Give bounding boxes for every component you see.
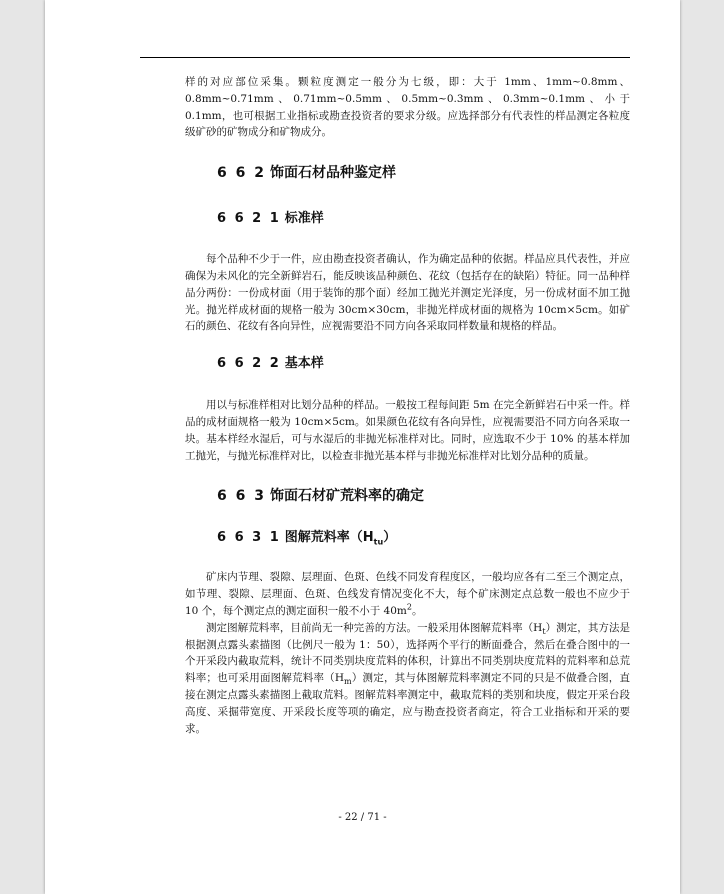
header-rule: [140, 57, 630, 58]
section-6631-heading: [185, 529, 630, 547]
section-number: 6 6 2 2: [217, 356, 281, 372]
section-title: 饰面石材品种鉴定样: [269, 165, 396, 182]
section-number: 6 6 2: [217, 165, 266, 182]
page-number: - 22 / 71 -: [338, 812, 387, 823]
section-6621-heading: [185, 210, 630, 228]
section-title: 图解荒料率$(H_{tu})$: [284, 530, 397, 547]
section-title: 饰面石材矿荒料率的确定: [269, 488, 424, 505]
section-title: 基本样: [284, 356, 324, 372]
section-6631-paragraph-2: 测定图解荒料率，目前尚无一种完善的方法。一般采用体图解荒料率$(H_t)$测定，其方法是根据测点露头素描图（比例尺一般为 1：50），选择两个平行的断面叠合，然后在叠合图中的一个开采段内截取荒料，统计不同类别块度荒料的体积，计算出不同类别块度荒料的荒料率和总荒料率；也可采用面图解荒料率$(H_m)$测定，其与体图解荒料率测定不同的只是不做叠合图，直接在测定点露头素描图上截取荒料。图解荒料率测定中，截取荒料的类别和块度，假定开采台段高度、采掘带宽度、开采段长度等项的确定，应与勘查投资者商定，符合工业指标和开采的要求。: [185, 621, 631, 735]
section-number: 6 6 3 1: [217, 530, 281, 546]
intro-paragraph: 样的对应部位采集。颗粒度测定一般分为七级，即：大于 1mm、1mm~0.8mm、0.8mm~0.71mm、0.71mm~0.5mm、0.5mm~0.3mm、0.3mm~0.1mm、小于 0.1mm，也可根据工业指标或勘查投资者的要求分级。应选择部分有代表性的样品测定各粒度级矿砂的矿物成分和矿物成分。: [185, 76, 630, 139]
section-number: 6 6 2 1: [217, 211, 281, 227]
section-663-heading: [185, 487, 630, 505]
section-662-heading: [185, 164, 630, 182]
section-number: 6 6 3: [217, 488, 266, 505]
document-page: [45, 0, 680, 894]
section-title: 标准样: [284, 211, 324, 227]
page-content: [185, 74, 630, 737]
section-6622-heading: [185, 355, 630, 373]
section-6622-paragraph: 用以与标准样相对比划分品种的样品。一般按工程每间距 5m 在完全新鲜岩石中采一件。样品的成材面规格一般为 10cm×5cm。如果颜色花纹有各向异性，应视需要沿不同方向各采取一块。基本样经水湿后，可与水湿后的非抛光标准样对比。同时，应选取不少于 10% 的基本样加工抛光，与抛光标准样对比，以检查非抛光基本样与非抛光标准样对比划分品种的质量。: [185, 399, 630, 462]
section-6621-paragraph: 每个品种不少于一件，应由勘查投资者确认，作为确定品种的依据。样品应具代表性，并应确保为未风化的完全新鲜岩石，能反映该品种颜色、花纹（包括存在的缺陷）特征。同一品种样品分两份：一份成材面（用于装饰的那个面）经加工抛光并测定光泽度，另一份成材面不加工抛光。抛光样成材面的规格一般为 30cm×30cm，非抛光样成材面的规格为 10cm×5cm。如矿石的颜色、花纹有各向异性，应视需要沿不同方向各采取同样数量和规格的样品。: [185, 253, 630, 333]
section-6631-paragraph-1: 矿床内节理、裂隙、层理面、色斑、色线不同发育程度区，一般均应各有二至三个测定点，如节理、裂隙、层理面、色斑、色线发育情况变化不大，每个矿床测定点总数一般也不应少于 10 个，每个测定点的测定面积一般不小于 $40m^2$。: [185, 571, 630, 617]
